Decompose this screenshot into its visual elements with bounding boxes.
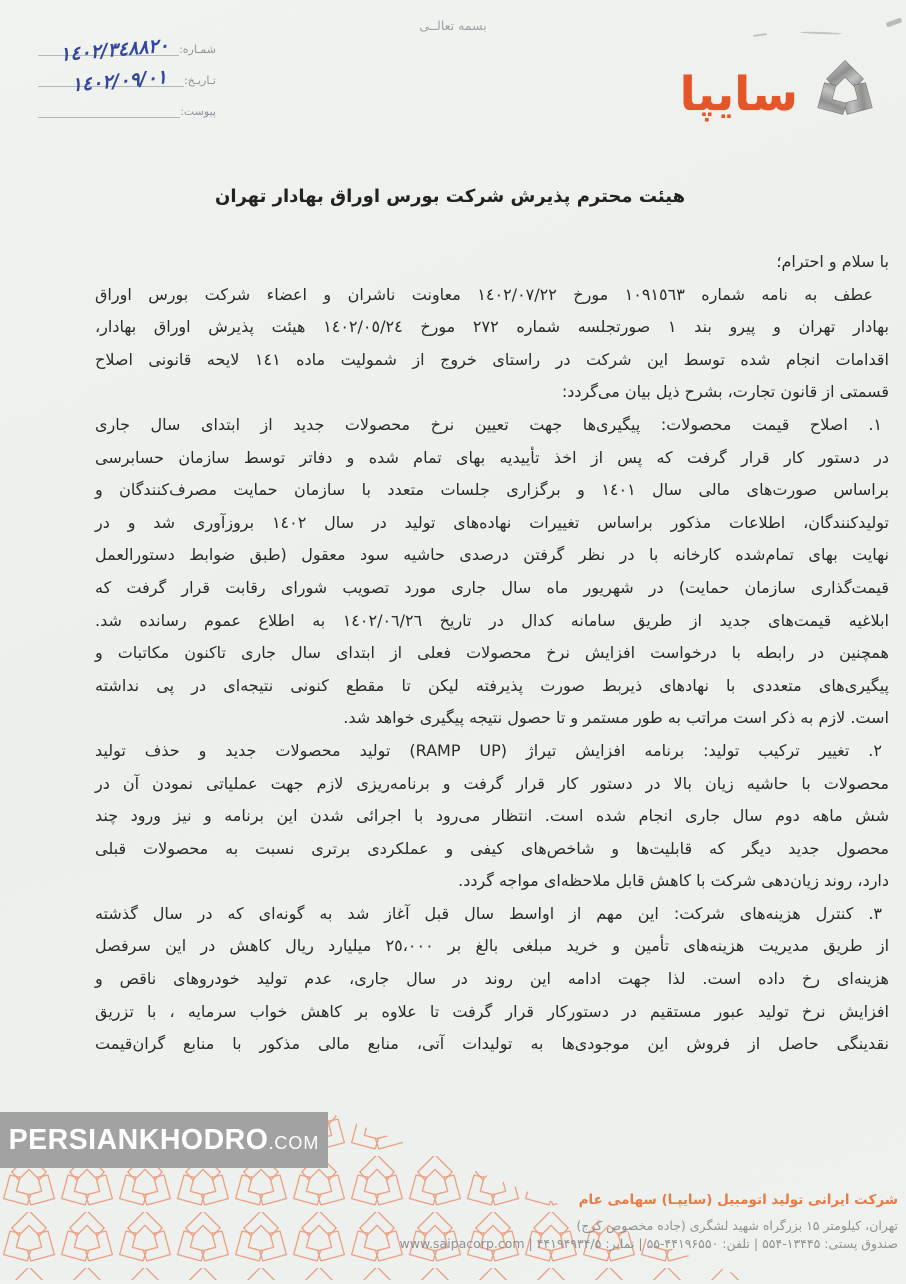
footer-company-name: شرکت ایرانی تولید اتومبیل (سایپـا) سهامی عام (578, 1192, 898, 1208)
letter-line: محصولات با حاشیه زیان بالا در دستور کار قرار گرفت و برنامه‌ریزی لازم جهت عملیاتی نمودن آن در (95, 773, 889, 793)
number-underline (38, 25, 179, 66)
persiankhodro-watermark (0, 1112, 328, 1168)
meta-row-attachment (36, 88, 218, 118)
letter-line: از طریق مدیریت هزینه‌های تأمین و خرید مبلغی بالغ بر ٢٥،٠٠٠ میلیارد ریال کاهش در این سرفصل (95, 936, 890, 956)
attachment-label: پیوست: (180, 105, 216, 118)
letter-line: همچنین در رابطه با درخواست افزایش نرخ محصولات فعلی از ابتدای سال جاری تاکنون مکاتبات و (95, 643, 889, 663)
letter-line: است. لازم به ذکر است مراتب به طور مستمر و تا حصول نتیجه پیگیری خواهد شد. (343, 708, 889, 728)
letter-line: نهایت بهای تمام‌شده کارخانه با در نظر گرفتن درصدی حاشیه سود معقول (طبق ضوابط دستورالعمل (95, 545, 889, 565)
attachment-underline (38, 87, 180, 118)
letter-line: در دستور کار قرار گرفت که پس از اخذ تأییدیه بهای تمام شده و دفاتر توسط سازمان حسابرسی (95, 447, 889, 467)
letter-body (95, 246, 889, 1061)
bismillah-text: بسمه تعالــی (419, 18, 487, 33)
letter-line: ٢. تغییر ترکیب تولید: برنامه افزایش تیراژ (RAMP UP) تولید محصولات جدید و حذف تولید (95, 740, 882, 760)
letter-line: هزینه‌ای رخ داده است. لذا جهت ادامه این روند در سال جاری، عدم تولید خودروهای ناقص و (95, 969, 889, 989)
handwritten-number: ١٤٠٢/٣٤٨٨٢٠ (59, 34, 170, 66)
letter-line: ابلاغیه قیمت‌های جدید از طریق سامانه کدال در تاریخ ١٤٠٢/٠٦/٢٦ به اطلاع عموم رسانده شد. (95, 610, 890, 630)
letter-line: با سلام و احترام؛ (776, 252, 889, 271)
letter-line: افزایش نرخ تولید عبور مستقیم در دستورکار قرار گرفت تا علاوه بر کاهش خواب سرمایه ، با تزریق (95, 1001, 889, 1021)
footer-contacts: صندوق پستی: ۱۳۴۴۵-۵۵۴ | تلفن: ۴۴۱۹۶۵۵۰-۵۵ | نمابر: ۴۴۱۹۴۹۳۴/۵ | www.saipacorp.com (399, 1236, 898, 1251)
letter-line: قسمتی از قانون تجارت، بشرح ذیل بیان می‌گردد: (561, 382, 889, 402)
letter-line: اقدامات انجام شده توسط این شرکت در راستای خروج از شمولیت ماده ١٤١ لایحه قانونی اصلاح (95, 349, 889, 369)
letter-meta-block (36, 26, 218, 119)
letter-line: دارد، روند زیان‌دهی شرکت با کاهش قابل ملاحظه‌ای مواجه گردد. (458, 871, 889, 891)
letter-line: ٣. کنترل هزینه‌های شرکت: این مهم از اواسط سال قبل آغاز شد به گونه‌ای که در سال گذشته (95, 903, 882, 923)
letter-line: شش ماهه دوم سال جاری انجام شده است. انتظار می‌رود با اجرائی شدن این برنامه و نیز ورود چند (95, 806, 889, 826)
handwritten-attachment (47, 117, 186, 129)
letter-line: براساس صورت‌های مالی سال ١٤٠١ و برگزاری جلسات متعدد با سازمان حمایت مصرف‌کنندگان و (95, 480, 890, 500)
footer-address: تهران، کیلومتر ۱۵ بزرگراه شهید لشگری (جاده مخصوص کرج) (576, 1218, 898, 1233)
letter-line: ١. اصلاح قیمت محصولات: پیگیری‌ها جهت تعیین نرخ محصولات جدید از ابتدای سال جاری (95, 414, 882, 434)
date-label: تـاريـخ: (183, 74, 216, 87)
letter-line: محصول جدید دیگر که قابلیت‌ها و شاخص‌های کیفی و عملکردی برتری نسبت به محصولات قبلی (95, 838, 889, 858)
saipa-wordmark: سایپا (679, 66, 798, 122)
number-label: شمـاره: (179, 43, 216, 56)
letter-line: قیمت‌گذاری سازمان حمایت) در شهریور ماه سال جاری مورد تصویب شورای رقابت قرار گرفت که (95, 577, 889, 597)
date-underline (38, 56, 184, 97)
letter-line: پیگیری‌های متعددی با نهادهای ذیربط صورت پذیرفته لیکن تا مقطع کنونی نتیجه‌ای در پی نداشته (95, 675, 889, 695)
handwritten-date: ١٤٠٢/٠٩/٠١ (70, 66, 168, 97)
watermark-brand: PERSIANKHODRO (8, 1123, 269, 1156)
scan-artifact (753, 33, 767, 37)
saipa-logo (680, 54, 880, 134)
meta-row-number (36, 26, 218, 66)
saipa-emblem-icon (810, 54, 880, 134)
letter-line: بهادار تهران و پیرو بند ١ صورتجلسه شماره ٢٧٢ مورخ ١٤٠٢/٠٥/٢٤ هیئت پذیرش اوراق بهادار، (95, 317, 890, 337)
footer-block (400, 1192, 898, 1251)
letter-heading: هیئت محترم پذیرش شرکت بورس اوراق بهادار تهران (214, 186, 686, 207)
watermark-tld: .COM (268, 1132, 320, 1153)
meta-row-date (36, 57, 218, 97)
letter-line: تولیدکنندگان، اطلاعات مذکور براساس تغییرات نهاده‌های تولید در سال ١٤٠٢ بروزآوری شد و در (95, 512, 889, 532)
letter-line: عطف به نامه شماره ١٠٩١٥٦٣ مورخ ١٤٠٢/٠٧/٢٢ معاونت ناشران و اعضاء شرکت بورس اوراق (95, 284, 874, 304)
letter-line: نقدینگی حاصل از فروش این موجودی‌ها به تولیدات آتی، منابع مالی مذکور با منابع گران‌قیمت (95, 1034, 889, 1054)
